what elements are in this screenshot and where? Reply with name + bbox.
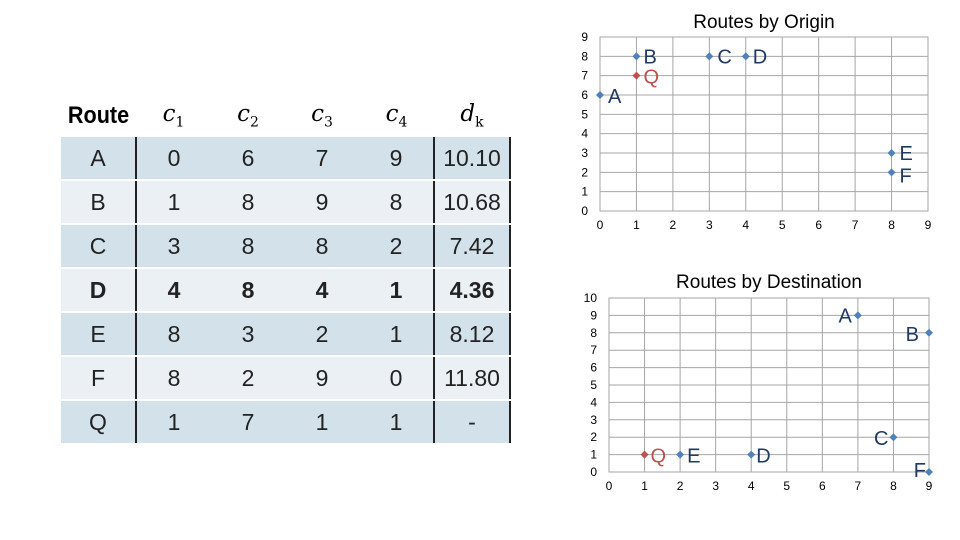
data-point-c <box>705 52 713 60</box>
data-point-a <box>596 91 604 99</box>
cell-c1: 1 <box>136 180 211 224</box>
data-label-a: A <box>838 305 852 328</box>
header-c4: $c_4$ <box>385 101 408 131</box>
cell-route: E <box>61 312 136 356</box>
cell-dk: 4.36 <box>434 268 510 312</box>
cell-dk: 8.12 <box>434 312 510 356</box>
y-tick-label: 6 <box>590 360 597 375</box>
data-point-b <box>632 52 640 60</box>
y-tick-label: 7 <box>590 343 597 358</box>
cell-c2: 8 <box>211 180 285 224</box>
cell-dk: 11.80 <box>434 356 510 400</box>
y-tick-label: 4 <box>590 395 597 410</box>
data-label-e: E <box>899 143 913 165</box>
cell-route: A <box>61 137 136 180</box>
cell-route: C <box>61 224 136 268</box>
cell-c4: 1 <box>359 400 434 444</box>
cell-c2: 7 <box>211 400 285 444</box>
y-tick-label: 7 <box>581 68 588 83</box>
cell-c3: 1 <box>285 400 359 444</box>
y-tick-label: 4 <box>581 126 588 141</box>
x-tick-label: 8 <box>888 218 895 232</box>
data-label-q: Q <box>650 445 667 468</box>
table-row <box>61 224 510 268</box>
chart-title: Routes by Origin <box>693 12 835 33</box>
cell-route: D <box>61 268 136 312</box>
y-tick-label: 2 <box>581 165 588 180</box>
y-tick-label: 9 <box>581 30 588 44</box>
data-label-d: D <box>756 445 771 468</box>
x-tick-label: 5 <box>778 218 786 232</box>
cell-c1: 4 <box>136 268 211 312</box>
cell-c4: 9 <box>359 137 434 180</box>
x-tick-label: 4 <box>742 218 750 232</box>
data-point-a <box>854 311 862 319</box>
header-c2: $c_2$ <box>237 101 259 131</box>
routes-by-origin-chart <box>575 5 955 245</box>
cell-c1: 3 <box>136 224 211 268</box>
cell-c3: 4 <box>285 268 359 312</box>
cell-route: F <box>61 356 136 400</box>
header-route: Route <box>67 102 130 129</box>
y-tick-label: 6 <box>581 88 588 102</box>
y-tick-label: 10 <box>583 291 597 305</box>
y-tick-label: 1 <box>581 184 588 199</box>
x-tick-label: 7 <box>854 479 862 493</box>
cell-c2: 8 <box>211 224 285 268</box>
data-label-f: F <box>899 165 912 188</box>
data-point-d <box>742 52 750 60</box>
cell-c1: 1 <box>136 400 211 444</box>
y-tick-label: 2 <box>590 430 597 445</box>
data-point-e <box>676 451 684 459</box>
header-c3: $c_3$ <box>311 101 333 131</box>
cell-c4: 1 <box>359 312 434 356</box>
data-label-c: C <box>717 46 732 69</box>
cell-dk: - <box>434 400 510 444</box>
chart-title: Routes by Destination <box>676 272 862 293</box>
data-point-f <box>888 168 896 176</box>
cell-c4: 8 <box>359 180 434 224</box>
x-tick-label: 3 <box>705 218 713 232</box>
y-tick-label: 9 <box>590 308 597 323</box>
data-label-d: D <box>752 46 768 69</box>
cell-dk: 10.68 <box>434 180 510 224</box>
x-tick-label: 2 <box>669 218 677 232</box>
y-tick-label: 8 <box>581 49 588 64</box>
cell-c2: 3 <box>211 312 285 356</box>
table-row <box>61 137 510 180</box>
y-tick-label: 8 <box>590 325 597 340</box>
x-tick-label: 8 <box>890 479 897 493</box>
cell-c2: 8 <box>211 268 285 312</box>
x-tick-label: 5 <box>783 479 791 493</box>
data-label-e: E <box>687 445 701 468</box>
x-tick-label: 6 <box>818 479 826 493</box>
table-row <box>61 312 510 356</box>
cell-c1: 8 <box>136 356 211 400</box>
cell-dk: 10.10 <box>434 137 510 180</box>
cell-c3: 2 <box>285 312 359 356</box>
cell-c4: 2 <box>359 224 434 268</box>
cell-c3: 7 <box>285 137 359 180</box>
cell-c3: 8 <box>285 224 359 268</box>
y-tick-label: 5 <box>581 107 588 122</box>
cell-c2: 6 <box>211 137 285 180</box>
data-point-c <box>889 433 897 441</box>
cell-c3: 9 <box>285 180 359 224</box>
y-tick-label: 5 <box>590 378 597 392</box>
y-tick-label: 0 <box>581 204 588 218</box>
cell-c4: 0 <box>359 356 434 400</box>
x-tick-label: 6 <box>815 218 823 232</box>
data-point-e <box>888 149 896 157</box>
cell-c3: 9 <box>285 356 359 400</box>
data-label-b: B <box>905 323 919 346</box>
x-tick-label: 9 <box>925 479 933 493</box>
data-label-c: C <box>873 428 889 451</box>
data-label-b: B <box>643 46 657 69</box>
data-point-d <box>747 451 755 459</box>
x-tick-label: 0 <box>605 479 613 493</box>
y-tick-label: 0 <box>590 465 597 479</box>
x-tick-label: 4 <box>747 479 755 493</box>
x-tick-label: 7 <box>851 218 859 232</box>
x-tick-label: 2 <box>676 479 684 493</box>
cell-route: B <box>61 180 136 224</box>
route-table <box>61 95 511 445</box>
x-tick-label: 1 <box>633 218 640 232</box>
data-label-q: Q <box>643 66 660 89</box>
table-row <box>61 356 510 400</box>
x-tick-label: 1 <box>641 479 648 493</box>
cell-c1: 0 <box>136 137 211 180</box>
x-tick-label: 3 <box>712 479 720 493</box>
table-header-row <box>61 95 510 137</box>
cell-c1: 8 <box>136 312 211 356</box>
cell-route: Q <box>61 400 136 444</box>
y-tick-label: 3 <box>590 412 597 427</box>
data-point-b <box>925 329 933 337</box>
data-label-f: F <box>913 460 926 482</box>
cell-c2: 2 <box>211 356 285 400</box>
y-tick-label: 3 <box>581 146 588 160</box>
data-point-f <box>925 468 933 476</box>
routes-by-destination-chart <box>575 265 955 505</box>
data-label-a: A <box>608 86 622 108</box>
table-row <box>61 180 510 224</box>
table-row <box>61 400 510 444</box>
x-tick-label: 0 <box>596 218 604 232</box>
header-dk: $d_k$ <box>460 101 484 131</box>
table-row <box>61 268 510 312</box>
cell-c4: 1 <box>359 268 434 312</box>
data-point-q <box>632 72 640 80</box>
header-c1: $c_1$ <box>162 101 185 131</box>
y-tick-label: 1 <box>590 447 597 462</box>
data-point-q <box>641 451 649 459</box>
x-tick-label: 9 <box>924 218 932 232</box>
cell-dk: 7.42 <box>434 224 510 268</box>
